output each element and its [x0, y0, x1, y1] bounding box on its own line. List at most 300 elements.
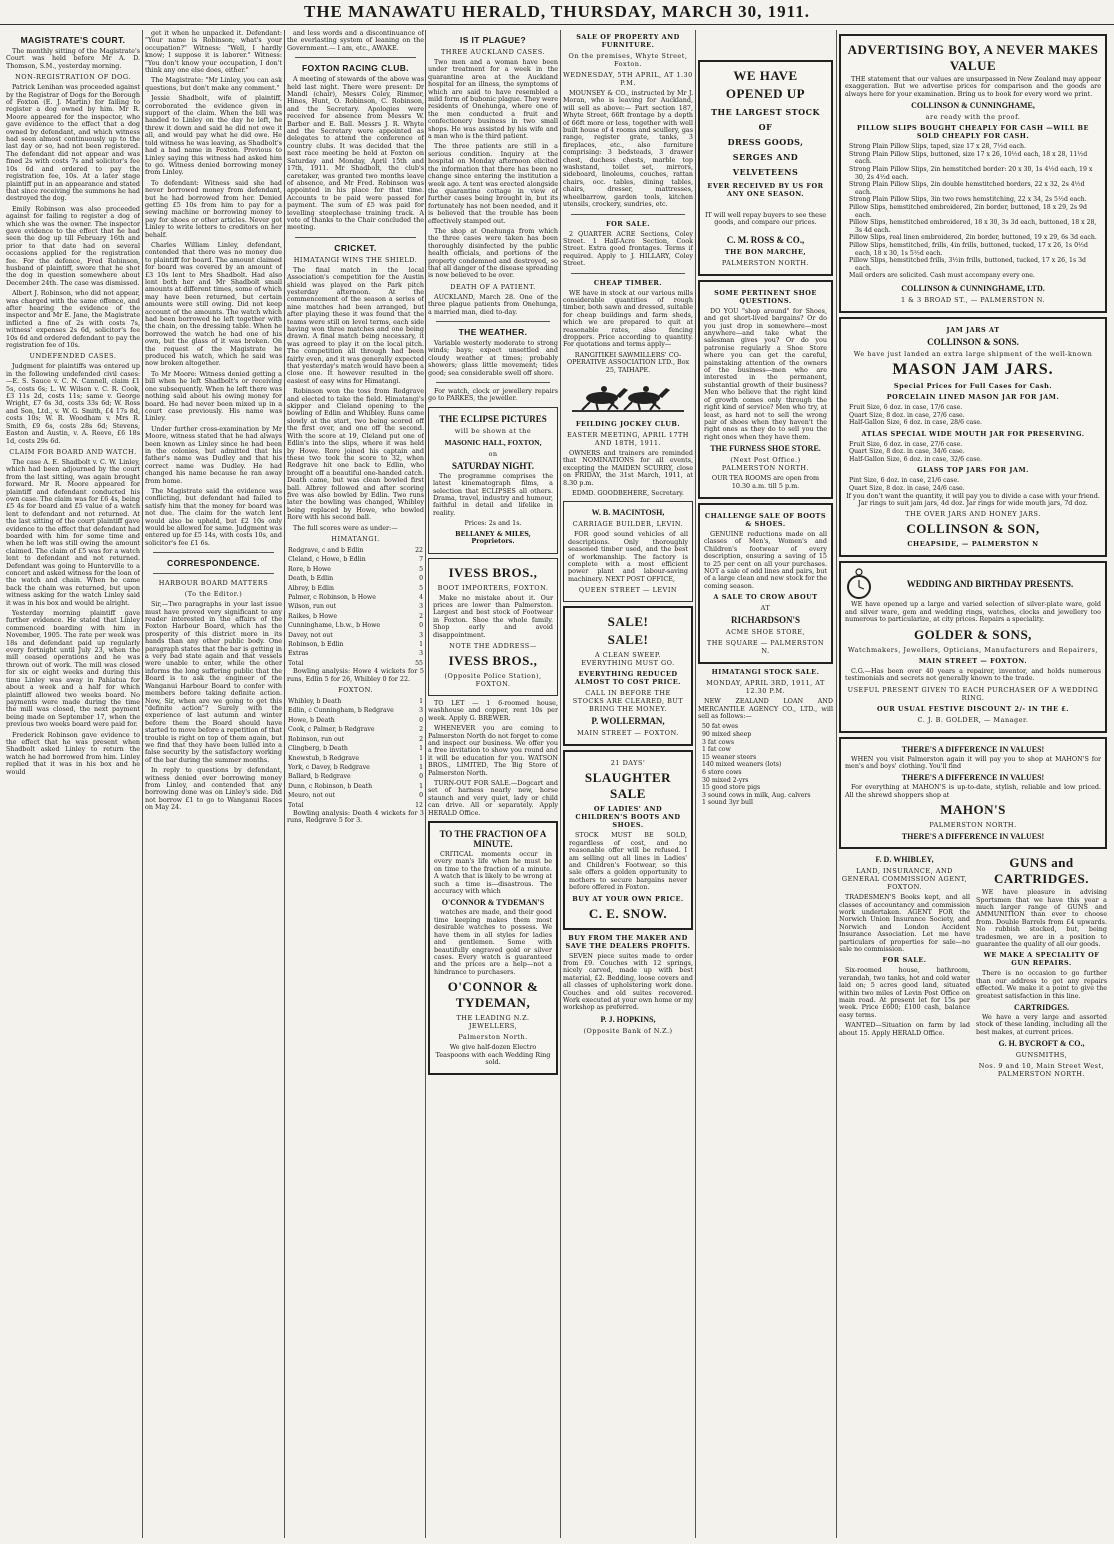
- advert-firm: MAHON'S: [940, 802, 1006, 818]
- advert-subtitle: on: [488, 449, 498, 458]
- advert-body: The programme comprises the latest kinematograph films, a selection that ECLIPSES all others. Drama, travel, industry and humour, faithful in detail and lifelike in reality.: [433, 471, 553, 517]
- score-row: [287, 555, 424, 564]
- list-item: Fruit Size, 6 doz. in case, 17/6 case.: [849, 403, 963, 411]
- advert-title: CARTRIDGES.: [1013, 1003, 1070, 1012]
- score-row: [287, 772, 424, 781]
- advert-signature: RANGITIKEI SAWMILLERS' CO-OPERATIVE ASSOCIATION LTD., Box 25, TAIHAPE.: [566, 350, 690, 374]
- advert-body: watches are made, and their good time keeping makes them most desirable watches to possess. We have them in all styles for ladies and gentlemen. Some with beautifully engraved gold or silver cases. Every watch is guaranteed and the prices are a help—not a hindrance to purchasers.: [434, 908, 552, 976]
- advert-subtitle: GLASS TOP JARS FOR JAM.: [917, 466, 1029, 475]
- article-paragraph: To Mr Moore: Witness denied getting a bill when he left Shadbolt's or receiving one subsequently. When he left there was nothing said about his owing money for board. He had never been mixed up in a court case previously. His name was Linley.: [145, 369, 282, 423]
- advert-title: MASON JAM JARS.: [892, 360, 1054, 378]
- list-item: 15 good store pigs: [702, 784, 761, 792]
- price-list: [845, 441, 1101, 464]
- advert-body: THE statement that our values are unsurpassed in New Zealand may appear exaggeration. But we advertise prices for comparison and the goods are always here for your examination. Bring us to book for every word we print.: [845, 75, 1101, 98]
- runs-value: 55: [415, 659, 423, 667]
- section-subheading: CLAIM FOR BOARD AND WATCH.: [9, 447, 137, 456]
- runs-value: 2: [419, 726, 423, 734]
- advert-body: IT will well repay buyers to see these goods, and compare our prices.: [704, 211, 827, 227]
- advert-title: WEDDING AND BIRTHDAY PRESENTS.: [906, 579, 1074, 590]
- advert-body: WE have in stock at our various mills considerable quantities of rough timber, both sawn and dressed, suitable for cheap buildings and farm sheds, which we are prepared to quit at reasonable rates, also fencing droppers. Price according to quantity. For quotations and terms apply—: [563, 288, 693, 349]
- advert-subtitle: BOOT IMPORTERS, FOXTON.: [437, 583, 549, 592]
- runs-value: 1: [419, 641, 423, 649]
- list-item: Half-Gallon Size, 6 doz. in case, 32/6 case.: [849, 455, 983, 463]
- advert-signature: BELLANEY & MILES, Proprietors.: [455, 529, 531, 546]
- advert-snow: [563, 750, 693, 929]
- advert-title: THERE'S A DIFFERENCE IN VALUES!: [901, 744, 1045, 754]
- article-paragraph: Under further cross-examination by Mr Moore, witness stated that he had always been known as Linley since he had been in the colonies, but admitted that his father's name was Dudley and that his correct name was Dudley. He had changed his name because he ran away from home.: [145, 424, 282, 485]
- score-row: [287, 574, 424, 583]
- article-paragraph: Charles William Linley, defendant, contended that there was no money due to plaintiff for board. The amount claimed for board was covered by an amount of £3 10s lent to Mrs Shadbolt. Had also lent both her and Mr Shadbolt small amounts at different times, some of which may have been returned, but certain amounts were still owing. Did not keep account of the amounts. The watch which had been borrowed he left together with the chain, on the dressing table. When he borrowed the watch he had one of his own, but the glass of it was broken. On the request of the Magistrate he produced his watch, which he said was now broken altogether.: [145, 240, 282, 368]
- runs-value: 2: [419, 735, 423, 743]
- runs-value: 5: [419, 565, 423, 573]
- column-5: [563, 30, 693, 1538]
- batsman-entry: Edlin, c Cunningham, b Redgrave: [288, 707, 394, 715]
- section-subheading: (To the Editor.): [184, 590, 243, 599]
- runs-value: 1: [419, 782, 423, 790]
- advert-body: There is no occasion to go further than our address to get any repairs effected. We make it a point to give the greatest satisfaction in this line.: [976, 969, 1107, 1000]
- team-heading: FOXTON.: [338, 686, 373, 695]
- runs-value: 0: [419, 792, 423, 800]
- advert-firm: P. J. HOPKINS,: [600, 1014, 656, 1024]
- batsman-entry: Palmer, c Robinson, b Howe: [288, 594, 376, 601]
- advert-address: MAIN STREET — FOXTON.: [577, 729, 679, 738]
- column-rule: [836, 30, 837, 1538]
- advert-address: PALMERSTON NORTH.: [721, 258, 810, 267]
- list-item: Strong Plain Pillow Slips, 2in double hemstitched borders, 22 x 32, 2s 4½d each.: [849, 181, 1085, 196]
- batsman-entry: Howe, b Death: [288, 716, 335, 724]
- article-heading: THE WEATHER.: [458, 327, 528, 337]
- advert-subtitle: 21 DAYS': [610, 759, 646, 768]
- score-row: [287, 565, 424, 574]
- list-item: Quart Size, 8 doz. in case, 24/6 case.: [849, 485, 965, 493]
- column-3: [287, 30, 424, 1538]
- advert-note: CALL IN BEFORE THE STOCKS ARE CLEARED, BUT BRING THE MONEY.: [572, 689, 684, 714]
- scorecard-foxton: [287, 697, 424, 810]
- score-row: [287, 602, 424, 611]
- advert-body: DO YOU "shop around" for Shoes, and get short-lived bargains? Or do you just drop in somewhere—most anywhere—and take what the salesman gives you? Or do you patronise regularly a Shoe Store where you can get the careful, painstaking attention of the owners of the business—men who are interested in the permanent, substantial growth of their business? Men who believe that the right kind of growth comes only through the right kind of service? Men who try, at least, as hard not to sell the wrong pair of shoes when they haven't the right ones as they do to sell you the right ones when they have them.: [704, 306, 827, 441]
- advert-line: EVER RECEIVED BY US FOR ANY ONE SEASON.: [707, 182, 824, 198]
- advert-subtitle: A SALE TO CROW ABOUT: [713, 593, 818, 602]
- score-row: [287, 546, 424, 555]
- article-paragraph: Bowling analysis: Death 4 wickets for 3 runs, Redgrave 5 for 3.: [287, 808, 424, 825]
- advert-title: FEILDING JOCKEY CLUB.: [575, 420, 681, 428]
- runs-value: 0: [419, 773, 423, 781]
- price-list: [845, 477, 1101, 492]
- article-paragraph: A meeting of stewards of the above was held last night. There were present: Dr Mandl (chair), Messrs Coley, Rimmer, Hines, Hunt, O. Robinson, C. Robinson, and the Secretary. Apologies were received for absence from Messrs W. Barber and E. Ball. Messrs J. R. Whyte and the Secretary were appointed as delegates to attend the conference of country clubs. It was decided that the next race meeting be held at Foxton on Saturday and Monday, April 15th and 17th, 1911. Mr Shadbolt, the club's caretaker, was granted two months leave of absence, and Mr Fred. Robinson was appointed in his place for that time. Accounts to be paid were passed for payment. The sum of £5 was paid for levelling steeplechase training track. A vote of thanks to the Chair concluded the meeting.: [287, 75, 424, 232]
- batsman-entry: Cleland, c Howe, b Edlin: [288, 556, 366, 564]
- advert-body: FOR good sound vehicles of all descriptions. Only thoroughly seasoned timber used, and the best of workmanship. The factory is complete with a most efficient power plant and labour-saving machinery. NEXT POST OFFICE,: [568, 530, 688, 583]
- advert-subtitle: are ready with the proof.: [925, 113, 1021, 122]
- list-item: Pillow Slips, real linen embroidered, 2in border, buttoned, 19 x 29, 6s 3d each.: [849, 234, 1097, 242]
- score-row: [287, 640, 424, 649]
- advert-title: IVESS BROS.,: [448, 564, 538, 580]
- article-paragraph: Patrick Lenihan was proceeded against by the Registrar of Dogs for the Borough of Foxton (E. J. Martin) for failing to register a dog owned by him. Mr R. Moore appeared for the inspector, who gave evidence to the effect that a dog owned by defendant, and which witness had seen almost continuously up to the last day or so, had not been registered. The defendant did not appear and was fined 2s with costs 7s and solicitor's fee 10s 6d and ordered to pay the registration fee, 10s. At a later stage plaintiff put in an appearance and stated that since receiving the summons he had destroyed the dog.: [6, 83, 140, 203]
- advert-line: SERGES AND: [732, 152, 799, 162]
- runs-value: 2: [419, 612, 423, 620]
- advert-signature: EDMD. GOODBEHERE, Secretary.: [572, 489, 684, 498]
- list-item: Pint Size, 6 doz. in case, 21/6 case.: [849, 477, 960, 485]
- score-row: [287, 754, 424, 763]
- batsman-entry: Total: [288, 801, 304, 809]
- batsman-entry: Robinson, run out: [288, 735, 345, 743]
- list-item: 6 store cows: [702, 768, 742, 776]
- article-paragraph: Emily Robinson was also proceeded against for failing to register a dog of which she was the owner. The inspector gave evidence to the effect that he had seen the dog up till February 16th and prior to that date had on several occasions applied for the registration fee. For the defence, Fred Robinson, husband of plaintiff, swore that he shot the dog in question somewhere about December 24th. The case was dismissed.: [6, 204, 140, 287]
- score-row: [287, 782, 424, 791]
- list-item: Half-Gallon Size, 6 doz. in case, 28/6 case.: [849, 419, 983, 427]
- score-row: [287, 744, 424, 753]
- advert-subtitle: EASTER MEETING, APRIL 17TH AND 18TH, 1911.: [567, 431, 689, 447]
- advert-title: HIMATANGI STOCK SALE.: [711, 668, 820, 677]
- advert-address: QUEEN STREET — LEVIN: [578, 586, 678, 595]
- advert-address: (Opposite Police Station), FOXTON.: [444, 671, 542, 688]
- list-item: 1 sound 3yr bull: [702, 799, 753, 807]
- batsman-entry: York, c Davey, b Redgrave: [288, 763, 370, 771]
- advert-title: THERE'S A DIFFERENCE IN VALUES!: [901, 832, 1045, 842]
- advert-prices: Prices: 2s and 1s.: [464, 519, 522, 528]
- section-subheading: NON-REGISTRATION OF DOG.: [15, 73, 131, 82]
- score-row: [287, 584, 424, 593]
- advert-body: MOUNSEY & CO., instructed by Mr J. Moran, who is leaving for Auckland, will sell as above:— Part section 187, Whyte Street, 66ft frontage by a depth of 66ft more or less, together with well built house of 4 rooms and scullery, gas range, register grate, tanks, 3 fireplaces, etc., also furniture comprising: 3 bedsteads, 3 drawer chest, duchess chests, marble top washstand, toilet set, mirrors, sideboard, linoleums, couches, rattan chairs, occ. tables, dining tables, chairs, dresser, mattresses, wheelbarrow, garden tools, kitchen utensils, crockery, sundries, etc.: [563, 89, 693, 209]
- advert-body: WHEN you visit Palmerston again it will pay you to shop at MAHON'S for men's and boys' clothing. You'll find: [845, 754, 1101, 770]
- advert-address: Palmerston North.: [458, 1033, 528, 1042]
- advert-title: THERE'S A DIFFERENCE IN VALUES!: [901, 773, 1045, 783]
- advert-title: CHEAP TIMBER.: [593, 278, 663, 287]
- advert-title: SALE OF PROPERTY AND FURNITURE.: [576, 33, 680, 49]
- runs-value: 22: [415, 546, 423, 554]
- score-row: [287, 716, 424, 725]
- advert-address: MAIN STREET — FOXTON.: [918, 656, 1028, 665]
- article-paragraph: and less words and a discontinuance of the everlasting system of leaning on the Government.— I am, etc., AWAKE.: [287, 30, 424, 52]
- column-1: [6, 30, 140, 1538]
- list-item: Strong Plain Pillow Slips, 2in hemstitched border: 20 x 30, 1s 4½d each, 19 x 30, 2s 4½d each.: [849, 166, 1093, 181]
- advert-body: CRITICAL moments occur in every man's life when he must be on time to the fraction of a minute. A watch that is likely to be wrong at such a time is—disastrous. The accuracy with which: [434, 850, 552, 896]
- runs-value: 3: [419, 707, 423, 715]
- advert-firm: P. WOLLERMAN,: [591, 716, 665, 727]
- advert-title: WE HAVE: [733, 68, 798, 83]
- advert-oconnor: [428, 821, 558, 1075]
- advert-address: THE SQUARE — PALMERSTON N.: [706, 639, 825, 656]
- list-item: 1 fat cow: [702, 746, 731, 754]
- pocket-watch-icon: [845, 567, 873, 601]
- advert-note: C.G.—Has been over 40 years a repairer, inventor, and holds numerous testimonials and secrets not generally known to the trade.: [845, 666, 1101, 683]
- advert-title: THE ECLIPSE PICTURES: [439, 413, 547, 424]
- batsman-entry: Extras: [288, 650, 309, 658]
- advert-eclipse: [428, 407, 558, 554]
- batsman-entry: Albrey, b Edlin: [288, 584, 334, 592]
- column-rule: [695, 30, 696, 1538]
- advert-body: Six-roomed house, bathroom, verandah, two tanks, hot and cold water laid on; 5 acres good land, situated within two miles of Levin Post Office on main road. At present let for 15s per week. Price £600; £100 cash, balance easy terms.: [839, 966, 970, 1019]
- advert-wollerman: [563, 606, 693, 746]
- advert-body: SEVEN piece suites made to order from £9. Couches with 12 springs, nicely carved, made up with best material, £2. Bedding, loose covers and all classes of upholstering work done. Couches and old suites recovered. Work executed at your own home or my workshop as preferred.: [563, 951, 693, 1012]
- section-subheading: HARBOUR BOARD MATTERS: [158, 579, 269, 588]
- advert-note: OUR TEA ROOMS are open from 10.30 a.m. till 5 p.m.: [711, 474, 820, 490]
- advert-firm: O'CONNOR & TYDEMAN,: [447, 979, 539, 1011]
- stock-list: [698, 723, 833, 807]
- score-row: [287, 763, 424, 772]
- advert-signature: COLLINSON & CUNNINGHAME, LTD.: [901, 283, 1045, 293]
- runs-value: 1: [419, 754, 423, 762]
- article-paragraph: Bowling analysis: Howe 4 wickets for 5 runs, Edlin 5 for 26, Whibley 0 for 22.: [287, 667, 424, 683]
- advert-firm: RICHARDSON'S: [730, 615, 800, 626]
- score-row: [287, 706, 424, 715]
- advert-firm: C. M. ROSS & CO.,: [726, 234, 805, 245]
- column-7: [839, 30, 1107, 1538]
- runs-value: 0: [419, 716, 423, 724]
- divider: [153, 552, 274, 553]
- advert-title: GUNS and CARTRIDGES.: [994, 855, 1089, 887]
- list-item: Strong Plain Pillow Slips, taped, size 17 x 28, 7½d each.: [849, 143, 1026, 151]
- list-item: 140 mixed weaners (lots): [702, 761, 782, 769]
- advert-body: STOCK MUST BE SOLD, regardless of cost, and no reasonable offer will be refused. I am selling out all lines in Ladies' and Children's Footwear, so this sale offers a golden opportunity to mothers to secure bargains never before offered in Foxton.: [569, 831, 687, 892]
- advert-subtitle: ATLAS SPECIAL WIDE MOUTH JAR FOR PRESERVING.: [861, 429, 1085, 438]
- batsman-entry: Knewstub, b Redgrave: [288, 754, 360, 762]
- advert-firm: GOLDER & SONS,: [914, 626, 1032, 642]
- classified: WANTED—Situation on farm by lad about 15. Apply HERALD Office.: [839, 1021, 970, 1037]
- advert-subtitle: GUNSMITHS,: [1015, 1051, 1068, 1060]
- list-item: Quart Size, 8 doz. in case, 34/6 case.: [849, 448, 965, 456]
- advert-collinson-cunninghame: [839, 34, 1107, 313]
- article-paragraph: The final match in the local Association's competition for the Austin shield was played on the Park pitch yesterday afternoon. At the commencement of the season a series of nine matches had been arranged, but after playing these it was found that the teams were still on level terms, each side having won three matches and one being drawn. A final match being necessary, it was agreed to play it on the local pitch. The competition all through had been fairly even, and it was generally expected that yesterday's match would have been a close one. It however resulted in the easiest of easy wins for Himatangi.: [287, 265, 424, 385]
- advert-note: OUR USUAL FESTIVE DISCOUNT 2/- IN THE £.: [876, 704, 1070, 713]
- advert-subtitle: LAND, INSURANCE, AND GENERAL COMMISSION AGENT, FOXTON.: [841, 867, 968, 892]
- runs-value: 0: [419, 622, 423, 630]
- divider: [295, 57, 416, 58]
- column-6: [698, 30, 833, 1538]
- advert-jam-jars: [839, 317, 1107, 558]
- runs-value: 3: [419, 631, 423, 639]
- advert-address: Nos. 9 and 10, Main Street West, PALMERSTON NORTH.: [978, 1062, 1105, 1079]
- advert-whibley: [839, 853, 970, 1081]
- advert-title: SOME PERTINENT SHOE QUESTIONS.: [714, 288, 817, 305]
- list-item: 30 mixed 2-yrs: [702, 776, 749, 784]
- advert-header: [845, 567, 1101, 601]
- article-paragraph: Yesterday morning plaintiff gave further evidence. He stated that Linley commenced boarding with him in November, 1905. The rate per week was 18s and defendant paid up regularly every fortnight until July 23, when the mill ceased operations and he was thrown out of work. The mill was closed for six or eight weeks and during this time Linley was away in Pahiatua for about a week and a half for which plaintiff allowed two weeks board. No payments were made during the time the mill was closed, the next payment being made on September 17, when the previous two weeks board were paid for.: [6, 609, 140, 729]
- article-paragraph: The shop at Onehunga from which the three cases were taken has been thoroughly disinfected by the public health officials, and portions of the property condemned and destroyed, so that all danger of the disease spreading is now believed to be over.: [428, 226, 558, 280]
- advert-firm: C. E. SNOW.: [588, 905, 668, 921]
- score-row: [287, 621, 424, 630]
- advert-note: If you don't want the quantity, it will pay you to divide a case with your friend. Jar rings to suit jam jars, 4d doz. Jar rings for wide mouth jars, 7d doz.: [846, 491, 1100, 508]
- score-row: [287, 725, 424, 734]
- list-item: 90 mixed sheep: [702, 731, 752, 738]
- article-heading: FOXTON RACING CLUB.: [301, 63, 410, 74]
- article-paragraph: To defendant: Witness said she had never borrowed money from defendant, but he had borrowed from her. Denied getting £5 10s from him to pay for a sewing machine or borrowing money to pay for shoes or other articles. Never got Linley to write letters to creditors on her behalf.: [145, 178, 282, 239]
- advert-richardson: [698, 503, 833, 664]
- article-paragraph: The three patients are still in a serious condition. Inquiry at the hospital on Monday afternoon elicited the information that there has been no change since entering the institution a week ago. A tent was erected alongside the quarantine cottage in view of further cases being brought in, but its fortunately has not been needed, and it is believed that the trouble has been effectively stamped out.: [428, 142, 558, 225]
- advert-venue: MASONIC HALL, FOXTON,: [444, 437, 542, 447]
- advert-body: We have a very large and assorted stock of these landing, including all the best makes, at current prices.: [976, 1013, 1107, 1036]
- divider: [571, 273, 685, 274]
- list-item: 50 fat ewes: [702, 723, 739, 731]
- article-heading: IS IT PLAGUE?: [459, 35, 527, 45]
- advert-body: OWNERS and trainers are reminded that NOMINATIONS for all events, excepting the MAIDEN SCURRY, close on FRIDAY, the 31st March, 1911, at 8.30 p.m.: [563, 449, 693, 487]
- advert-macintosh: [563, 501, 693, 602]
- advert-date: WEDNESDAY, 5TH APRIL, AT 1.30 P.M.: [563, 71, 693, 87]
- advert-line: DRESS GOODS,: [727, 137, 804, 147]
- advert-title: IVESS BROS.,: [448, 652, 538, 668]
- list-item: Pillow Slips, hemstitched frills, 3½in frills, buttoned, tucked, 17 x 26, 1s 3d each.: [849, 257, 1086, 272]
- batsman-entry: Clingberg, b Death: [288, 745, 348, 753]
- batsman-entry: Ballard, b Redgrave: [288, 773, 351, 781]
- runs-value: 12: [415, 801, 423, 809]
- advert-title: ADVERTISING BOY, A NEVER MAKES VALUE: [847, 42, 1099, 73]
- advert-signature: COLLINSON & SON,: [906, 521, 1040, 537]
- advert-bycroft: [976, 853, 1107, 1081]
- advert-address: (Opposite Bank of N.Z.): [583, 1026, 673, 1035]
- batsman-entry: Raikes, b Howe: [288, 612, 337, 620]
- column-rule: [425, 30, 426, 1538]
- column-rule: [560, 30, 561, 1538]
- advert-subtitle: THE LEADING N.Z. JEWELLERS,: [456, 1014, 530, 1031]
- advert-subtitle: will be shown at the: [454, 426, 532, 435]
- article-paragraph: The Magistrate: "Mr Linley, you can ask questions, but don't make any comment.": [145, 76, 282, 92]
- batsman-entry: Total: [288, 659, 304, 667]
- advert-subtitle: JAM JARS AT: [946, 325, 1000, 334]
- advert-subtitle: EVERYTHING REDUCED ALMOST TO COST PRICE.: [575, 670, 681, 687]
- batsman-entry: Dunn, c Robinson, b Death: [288, 782, 373, 790]
- divider: [436, 382, 550, 383]
- advert-furness: [698, 280, 833, 499]
- column-2: [145, 30, 282, 1538]
- section-subheading: THREE AUCKLAND CASES.: [440, 48, 546, 56]
- column-rule: [284, 30, 285, 1538]
- article-paragraph: In reply to questions by defendant, witness denied ever borrowing money from Linley, and contended that any borrowing done was on Linley's side. Did not borrow £1 to go to Wanganui Races on May 24.: [145, 766, 282, 812]
- list-item: Pillow Slips, hemstitched embroidered, 2in border, buttoned, 18 x 29, 2s 9d each.: [849, 203, 1087, 219]
- advert-title: TO THE FRACTION OF A MINUTE.: [439, 829, 547, 850]
- score-row: [287, 649, 424, 658]
- divider: [295, 237, 416, 238]
- advert-subtitle: CARRIAGE BUILDER, LEVIN.: [572, 520, 684, 529]
- advert-golder: [839, 561, 1107, 732]
- advert-line: VELVETEENS: [732, 167, 799, 177]
- advert-line: THE LARGEST STOCK: [711, 107, 820, 117]
- batsman-entry: Death, b Edlin: [288, 575, 334, 583]
- advert-ivess: [428, 558, 558, 696]
- advert-subtitle: OF LADIES' AND CHILDREN'S BOOTS AND SHOES.: [575, 805, 681, 830]
- list-item: Fruit Size, 6 doz. in case, 27/6 case.: [849, 440, 963, 448]
- list-item: 3 sound cows in milk, Aug. calvers: [702, 791, 811, 799]
- classified: TURN-OUT FOR SALE.—Dogcart and set of harness nearly new, horse staunch and very quiet, lady or child can drive. All or separately. Apply HERALD Office.: [428, 779, 558, 817]
- runs-value: 1: [419, 698, 423, 706]
- article-heading: CRICKET.: [334, 242, 377, 253]
- runs-value: 3: [419, 603, 423, 611]
- advert-subtitle: We have just landed an extra large shipment of the well-known: [853, 349, 1093, 358]
- advert-body: Make no mistake about it. Our prices are lower than Palmerston. Largest and best stock of Footwear in Foxton. Shoe the whole family. Shop early and avoid disappointment.: [433, 593, 553, 639]
- batsman-entry: Robinson, b Edlin: [288, 641, 344, 649]
- advert-body: For everything at MAHON'S is up-to-date, stylish, reliable and low priced. All the shrewd shoppers shop at: [845, 783, 1101, 799]
- runs-value: 4: [419, 594, 423, 601]
- advert-firm: THE FURNESS SHOE STORE.: [710, 444, 821, 454]
- advert-address: (Next Post Office.) PALMERSTON NORTH.: [721, 456, 810, 473]
- advert-firm: F. D. WHIBLEY,: [875, 855, 934, 865]
- advert-note: BUY AT YOUR OWN PRICE.: [572, 894, 684, 903]
- batsman-entry: Wilson, run out: [288, 603, 337, 611]
- bottom-adverts: [839, 853, 1107, 1081]
- batsman-entry: Cunninghame, l.b.w., b Howe: [288, 622, 381, 630]
- advert-firm: G. H. BYCROFT & CO.,: [998, 1039, 1085, 1049]
- article-paragraph: Judgment for plaintiffs was entered up in the following undefended civil cases:—E. S. Sauce v. C. N. Cannell, claim £1 5s, costs 6s; L. W. Wilson v. C. R. Cook, £3 11s 2d, costs 11s; same v. George Wright, £7 6s 3d, costs 33s 6d; W. Ross and Son, Ltd., v. W. G. Smith, £4 17s 8d, costs 10s; W. R. Woodham v. Mrs R. Smith, £9 6s, costs 28s 6d; Stevens, Easton and Austin, v. A. Reeve, £6 18s 1d, costs 29s 6d.: [6, 362, 140, 445]
- advert-subtitle: ACME SHOE STORE,: [725, 628, 806, 637]
- article-paragraph: The Magistrate said the evidence was conflicting, but defendant had failed to satisfy him that the money for board was not due. The claim for the watch lent would also be upheld, but £2 10s only would be allowed for same. Judgment was entered up for £5 14s, with costs 10s, and solicitor's fee £1 6s.: [145, 486, 282, 547]
- article-paragraph: Sir,—Two paragraphs in your last issue must have proved very significant to any reader interested in the affairs of the Foxton Harbour Board, which has the prosperity of this district more in its hands than any other public body. One paragraph states that the bar is getting in a very bad state again and that vessels were unable to enter, while the other informs the long suffering public that the Board is to ask the engineer of the Wanganui Harbour Board to confer with members before taking definite action. Now, Sir, when are we going to get this "definite action"? Surely with the experience of last autumn and winter before them the Board should have started to move before a repetition of that trouble is right on top of them again, but we find that they have been lulled into a false security by the satisfactory working of the bar during the summer months.: [145, 600, 282, 764]
- section-subheading: UNDEFENDED CASES.: [29, 352, 117, 361]
- runs-value: 7: [419, 556, 423, 564]
- advert-subtitle: AT: [760, 604, 771, 613]
- advert-body: GENUINE reductions made on all classes of Men's, Women's and Children's footwear of every description, ensuring a saving of 15 to 25 per cent on all your purchases. NOT a sale of odd lines and pairs, but of a large clean and new stock for the coming season.: [704, 529, 827, 590]
- runs-value: 1: [419, 763, 423, 771]
- runs-value: 0: [419, 575, 423, 583]
- advert-title: BUY FROM THE MAKER AND SAVE THE DEALERS PROFITS.: [565, 933, 691, 950]
- column-4: [428, 30, 558, 1538]
- article-paragraph: Frederick Robinson gave evidence to the effect that he was present when Shadbolt asked Linley to return the watch he had borrowed from him. Linley replied that it was in his box and he would: [6, 730, 140, 776]
- article-paragraph: get it when he unpacked it. Defendant: "Your name is Robinson; what's your occupation?" Witness: "Well, I hardly know; I suppose it is laborer." Witness: "You don't know your occupation, I don't think any one else does, either.": [145, 30, 282, 75]
- list-item: Pillow Slips, hemstitched embroidered, 18 x 30, 3s 3d each, buttoned, 18 x 28, 3s 4d each.: [849, 219, 1097, 234]
- section-subheading: HIMATANGI WINS THE SHIELD.: [293, 255, 418, 264]
- runs-value: 1: [419, 745, 423, 753]
- advert-title: W. B. MACINTOSH,: [591, 508, 665, 518]
- advert-note: We give half-dozen Electro Teaspoons with each Wedding Ring sold.: [435, 1043, 551, 1066]
- advert-subtitle: THE BON MARCHE,: [724, 247, 807, 256]
- advert-date: MONDAY, APRIL 3RD, 1911, AT 12.30 P.M.: [706, 679, 825, 696]
- advert-subtitle: PILLOW SLIPS BOUGHT CHEAPLY FOR CASH —WILL BE SOLD CHEAPLY FOR CASH.: [857, 124, 1089, 141]
- list-item: Quart Size, 8 doz. in case, 27/6 case.: [849, 411, 965, 419]
- section-subheading: DEATH OF A PATIENT.: [450, 282, 536, 291]
- advert-line: OF: [758, 122, 773, 132]
- advert-note: NOTE THE ADDRESS—: [449, 641, 537, 650]
- score-row: [287, 791, 424, 800]
- article-heading: CORRESPONDENCE.: [167, 558, 260, 569]
- advert-subtitle: A CLEAN SWEEP. EVERYTHING MUST GO.: [581, 651, 675, 668]
- advert-body: 2 QUARTER ACRE Sections, Coley Street. 1 Half-Acre Section, Cook Street. Extra good frontages. Terms if required. Apply to J. HILLARY, Coley Street.: [563, 229, 693, 268]
- score-row: [287, 593, 424, 602]
- article-paragraph: AUCKLAND, March 28. One of the three plague patients from Onehunga, a married man, died to-day.: [428, 292, 558, 316]
- advert-address: PALMERSTON NORTH.: [929, 821, 1017, 830]
- article-paragraph: The case A. E. Shadbolt v. C. W. Linley, which had been adjourned by the court from the last sitting, was again brought forward. Mr R. Moore appeared for plaintiff and defendant conducted his own case. The claim was for £6 4s, being £5 4s for board and £5 value of a watch lent to defendant and not returned. At the last sitting of the court plaintiff gave evidence to the effect that defendant had boarded with him for some time and when he left was still owing the amount claimed. The claim of £5 was for a watch lent to defendant and not returned. Defendant was going to Hunterville to a concert and asked witness for the loan of the watch and chain. When he came back the chain was returned, but upon witness asking for the watch Linley said it was in his box and would be alright.: [6, 457, 140, 607]
- advert-body: TRADESMEN'S Books kept, and all classes of accountancy and commission work undertaken. AGENT FOR the Norwich Union Insurance Society, and Norwich and London Accident Insurance Association. Let me have particulars of properties for sale—no sale no commission.: [839, 893, 970, 953]
- advert-title: FOR SALE.: [606, 219, 650, 228]
- price-list: [845, 404, 1101, 427]
- advert-title: OPENED UP: [725, 86, 806, 101]
- advert-title: SALE!: [607, 614, 649, 630]
- batsman-entry: Davey, not out: [288, 631, 333, 639]
- list-item: 15 weaner steers: [702, 753, 757, 761]
- advert-address: CHEAPSIDE, — PALMERSTON N: [907, 540, 1039, 549]
- column-rule: [142, 30, 143, 1538]
- batsman-entry: Whibley, b Death: [288, 698, 342, 706]
- score-row: [287, 735, 424, 744]
- advert-address: 1 & 3 BROAD ST., — PALMERSTON N.: [900, 295, 1046, 304]
- batsman-entry: Meuro, not out: [288, 792, 335, 800]
- runs-value: 3: [419, 650, 423, 658]
- advert-body: NEW ZEALAND LOAN AND MERCANTILE AGENCY CO., LTD., will sell as follows:—: [698, 697, 833, 720]
- advert-title: CHALLENGE SALE OF BOOTS & SHOES.: [704, 511, 827, 528]
- batsman-entry: Rore, b Howe: [288, 565, 331, 573]
- article-paragraph: Robinson won the toss from Redgrave and elected to take the field. Himatangi's skipper and Cleland opening to the bowling of Edlin and Whibley. Runs came slowly at the start, two being scored off the first over, and one off the second. With the score at 19, Cleland put one of Edlin's into the slips, where it was held by Howe. Rore joined his captain and these two took the score to 32, when Redgrave hit one back to Edlin, who brought off a beautiful one-handed catch. Death came, but was clean bowled first ball. Albrey followed and after scoring five was also bowled by Edlin. Two runs later the bowling was changed, Whibley being replaced by Howe, who bowled Rore with his second ball.: [287, 387, 424, 522]
- divider: [571, 214, 685, 215]
- divider: [153, 573, 274, 574]
- advert-title: SLAUGHTER SALE: [584, 770, 672, 802]
- team-heading: HIMATANGI.: [331, 534, 380, 543]
- advert-subtitle: On the premises, Whyte Street, Foxton.: [568, 52, 688, 68]
- divider: [436, 321, 550, 322]
- list-item: Pillow Slips, hemstitched, frills, 4in frills, buttoned, tucked, 17 x 26, 1s 0½d each, 18 x 30, 1s 5½d each.: [849, 241, 1088, 257]
- advert-note: USEFUL PRESENT GIVEN TO EACH PURCHASER OF A WEDDING RING.: [847, 685, 1099, 702]
- advert-body: WE have opened up a large and varied selection of silver-plate ware, gold and silver ware, gem and wedding rings, watches, clocks and jewellery too numerous to particularize, at city prices. Repairs a speciality.: [845, 600, 1101, 624]
- masthead: THE MANAWATU HERALD, THURSDAY, MARCH 30, 1911.: [0, 0, 1114, 25]
- list-item: 3 fat cows: [702, 738, 734, 746]
- advert-firm: O'CONNOR & TYDEMAN'S: [441, 898, 545, 908]
- score-row: [287, 631, 424, 640]
- article-paragraph: Two men and a woman have been under treatment for a week in the quarantine area at the Auckland hospital for an illness, the symptoms of which are said to have resembled a mild form of bubonic plague. They were residents of Onehunga, where one of the men conducted a fruit and confectionery business in two small shops. He was assisted by his wife and a man who is the third patient.: [428, 58, 558, 141]
